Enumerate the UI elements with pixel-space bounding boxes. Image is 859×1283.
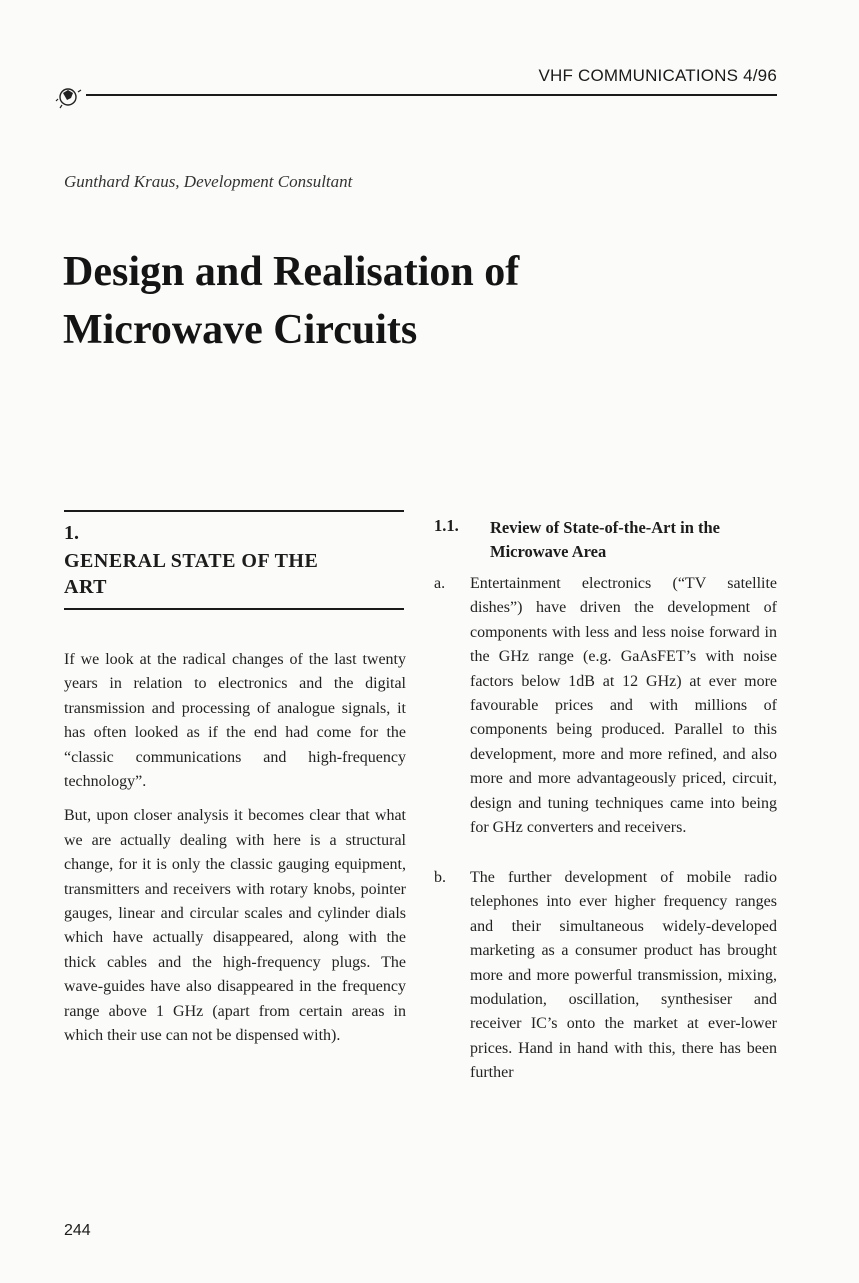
paragraph: But, upon closer analysis it becomes clear that what we are actually dealing with here is a structural change, for it is only the classic gauging equipment, transmitters and receivers with rotary knobs, pointer gauges, linear and circular scales and cylinder dials which have actually disappeared, along with the thick cables and the high-frequency plugs. The wave-guides have also disappeared in the frequency range above 1 GHz (apart from certain areas in which their use can not be dispensed with). — [64, 807, 406, 1045]
header-rule — [86, 94, 777, 96]
author-line: Gunthard Kraus, Development Consultant — [64, 172, 353, 191]
section-rule-bottom — [64, 608, 404, 610]
section-title: GENERAL STATE OF THE ART — [64, 550, 319, 598]
paragraph: If we look at the radical changes of the last twenty years in relation to electronics and the digital transmission and processing of analogue signals, it has often looked as if the end had come for the “classic communications and high-frequency technology”. — [64, 651, 406, 791]
subsection-number: 1.1. — [434, 516, 459, 535]
list-item-text: Entertainment electronics (“TV satellite dishes”) have driven the development of components with less and less noise forward in the GHz range (e.g. GaAsFET’s with noise factors below 1dB at 12 GHz) at ever more favourable prices and with millions of components being produced. Parallel to this development, more and more refined, and also more and more advantageously priced, circuit, design and tuning techniques came into being for GHz converters and receivers. — [470, 575, 777, 837]
subsection-title: Review of State-of-the-Art in the Microwave Area — [490, 518, 721, 561]
list-item — [434, 866, 777, 1086]
list-item — [434, 572, 777, 840]
page-number: 244 — [64, 1222, 91, 1239]
list-item-text: The further development of mobile radio telephones into ever higher frequency ranges and their simultaneous widely-developed marketing as a consumer product has brought more and more powerful transmission, mixing, modulation, oscillation, synthesiser and receiver IC’s onto the market at ever-lower prices. Hand in hand with this, there has been further — [470, 869, 777, 1082]
list-marker: a. — [434, 575, 446, 592]
list-marker: b. — [434, 869, 446, 886]
section-rule-top — [64, 510, 404, 512]
globe-logo-icon — [54, 84, 84, 110]
article-title: Design and Realisation of Microwave Circuits — [63, 249, 520, 353]
left-column — [64, 648, 406, 1059]
journal-header: VHF COMMUNICATIONS 4/96 — [538, 66, 777, 85]
section-number: 1. — [64, 522, 79, 544]
